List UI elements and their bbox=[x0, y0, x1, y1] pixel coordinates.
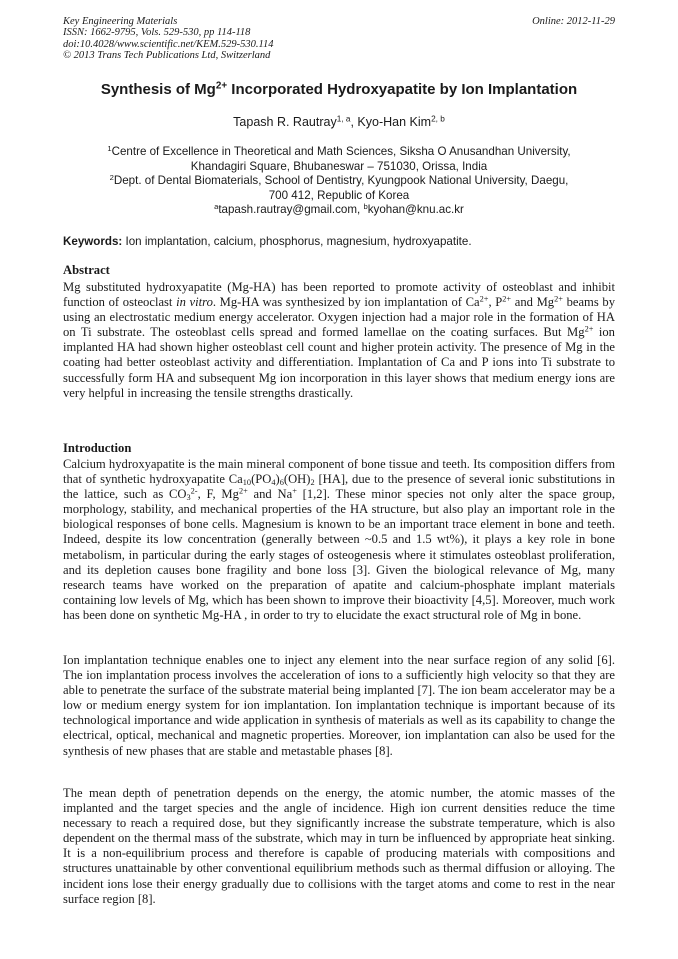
introduction-paragraph-2 bbox=[63, 653, 615, 759]
paper-title bbox=[40, 80, 638, 100]
issn-line: ISSN: 1662-9795, Vols. 529-530, pp 114-118 bbox=[63, 27, 251, 39]
abstract-heading: Abstract bbox=[63, 263, 110, 277]
keywords-label: Keywords: bbox=[63, 235, 123, 248]
journal-name: Key Engineering Materials bbox=[63, 16, 178, 27]
intro-sub-3: 6 bbox=[279, 478, 284, 488]
copyright-line: © 2013 Trans Tech Publications Ltd, Switzerland bbox=[63, 49, 271, 61]
author-separator: , bbox=[350, 115, 358, 129]
introduction-heading: Introduction bbox=[63, 441, 132, 455]
email-a: tapash.rautray@gmail.com, bbox=[218, 203, 364, 217]
abstract-sup-2: 2+ bbox=[502, 294, 512, 304]
intro-sub-4: 2 bbox=[310, 478, 315, 488]
email-b-sup: b bbox=[363, 202, 368, 212]
abstract-run-4: and Mg bbox=[511, 295, 555, 310]
affiliation-2-num: 2 bbox=[109, 172, 114, 182]
introduction-paragraph-3 bbox=[63, 786, 615, 907]
email-line bbox=[40, 203, 638, 218]
affiliation-2-line-1 bbox=[40, 174, 638, 189]
affiliation-1-num: 1 bbox=[107, 143, 112, 153]
affiliation-1-line-1 bbox=[40, 145, 638, 160]
keywords bbox=[63, 235, 615, 249]
affiliation-2-line-2: 700 412, Republic of Korea bbox=[268, 188, 410, 202]
intro-p3: The mean depth of penetration depends on the energy, the atomic number, the atomic masses of the implanted and the target species and the angle of incidence. High ion current densities reduce the time necessary to reach a required dose, but they significantly increase the substrate temperature, which is also dependent on the thermal mass of the substrate, which may in turn be influenced by appropriate heat sinking. It is a non-equilibrium process and therefore is capable of producing materials with compositions and structures unattainable by other conventional equilibrium methods such as thermal diffusion or alloying. The incident ions lose their energy gradually due to collisions with the target atoms and come to rest in the near surface region [8]. bbox=[63, 786, 615, 906]
affiliation-1-line-2: Khandagiri Square, Bhubaneswar – 751030, Orissa, India bbox=[190, 159, 488, 173]
abstract-italic: in vitro bbox=[176, 295, 213, 310]
author-1: Tapash R. Rautray bbox=[233, 115, 337, 129]
abstract-run-2: . Mg-HA was synthesized by ion implantation of Ca bbox=[212, 295, 480, 310]
intro-run-c: ) bbox=[275, 472, 280, 487]
author-2: Kyo-Han Kim bbox=[357, 115, 432, 129]
abstract-sup-1: 2+ bbox=[479, 294, 489, 304]
intro-run-f: , F, Mg bbox=[197, 487, 239, 502]
title-sup: 2+ bbox=[215, 80, 228, 92]
author-list bbox=[40, 114, 638, 130]
keywords-text: Ion implantation, calcium, phosphorus, magnesium, hydroxyapatite. bbox=[122, 235, 472, 248]
intro-p2: Ion implantation technique enables one to inject any element into the near surface region of any solid [6]. The ion implantation process involves the acceleration of ions to a sufficiently high velocity so that they are able to penetrate the surface of the substrate material being implanted [7]. The ion beam accelerator may be a low or medium energy system for ion implantation. Ion implantation technique is important because of its technological importance and wide application in synthesis of materials as well as its capability to change the electrical, optical, mechanical and magnetic properties. Moreover, ion implantation can also be used for the synthesis of new phases that are stable and metastable phases [8]. bbox=[63, 653, 615, 758]
affiliation-2-text-1: Dept. of Dental Biomaterials, School of Dentistry, Kyungpook National University, Daegu, bbox=[113, 174, 569, 188]
intro-run-b: (PO bbox=[251, 472, 272, 487]
abstract-sup-3: 2+ bbox=[554, 294, 563, 304]
intro-sup-7: + bbox=[292, 486, 297, 496]
intro-run-g: and Na bbox=[247, 487, 293, 502]
email-b: kyohan@knu.ac.kr bbox=[367, 203, 464, 217]
abstract-run-6: ion implanted HA had shown higher osteoblast cell count and higher protein activity. The presence of Mg in the coating had better osteoblast activity and differentiation. Implantation of Ca and P ions into Ti substrate to successfully form HA and subsequent Mg ion incorporation in this layer shows that medium energy ions are very helpful in increasing the tensile strengths drastically. bbox=[63, 325, 615, 400]
journal-header bbox=[63, 16, 615, 61]
title-pre: Synthesis of Mg bbox=[100, 81, 216, 98]
email-a-sup: a bbox=[214, 202, 219, 212]
abstract-text bbox=[63, 280, 615, 401]
title-post: Incorporated Hydroxyapatite by Ion Implantation bbox=[227, 81, 578, 98]
doi-line: doi:10.4028/www.scientific.net/KEM.529-530.114 bbox=[63, 38, 274, 50]
affiliations bbox=[40, 145, 638, 218]
abstract-run-5: beams by using an electrostatic medium energy accelerator. Oxygen injection had a major role in the formation of HA on Ti substrate. The osteoblast cells spread and formed lamellae on the coating surfaces. But Mg bbox=[63, 295, 615, 340]
intro-run-d: (OH) bbox=[283, 472, 311, 487]
abstract-run-3: , P bbox=[488, 295, 503, 310]
intro-sup-5: 2- bbox=[190, 486, 198, 496]
author-2-sup: 2, b bbox=[431, 114, 445, 124]
intro-sub-2: 4 bbox=[271, 478, 276, 488]
intro-run-e: [HA], due to the presence of several ionic substitutions in the lattice, such as CO bbox=[63, 472, 616, 502]
affiliation-1-text-1: Centre of Excellence in Theoretical and Math Sciences, Siksha O Anusandhan University, bbox=[111, 145, 571, 158]
intro-sub-1: 10 bbox=[242, 478, 252, 488]
author-1-sup: 1, a bbox=[336, 114, 351, 124]
introduction-paragraph-1 bbox=[63, 457, 615, 623]
abstract-paragraph bbox=[63, 280, 615, 401]
online-date: Online: 2012-11-29 bbox=[532, 16, 615, 27]
abstract-run-1: Mg substituted hydroxyapatite (Mg-HA) has been reported to promote activity of osteoblast and inhibit function of osteoclast bbox=[63, 280, 615, 310]
intro-sub-5: 3 bbox=[186, 493, 191, 503]
intro-p1 bbox=[63, 457, 615, 623]
intro-run-a: Calcium hydroxyapatite is the main mineral component of bone tissue and teeth. Its composition differs from that of synthetic hydroxyapatite Ca bbox=[63, 457, 615, 487]
abstract-sup-4: 2+ bbox=[584, 324, 594, 334]
intro-sup-6: 2+ bbox=[238, 486, 248, 496]
intro-run-h: [1,2]. These minor species not only alter the space group, morphology, stability, and mechanical properties of the HA structure, but also play an important role in the biological responses of bone cells. Magnesium is known to be an important trace element in bone and teeth. Indeed, despite its low concentration (generally between ~0.5 and 1.5 wt%), it plays a key role in bone metabolism, in particular during the early stages of osteogenesis where it stimulates osteoblast proliferation, and its depletion causes bone fragility and bone loss [3]. Given the biological relevance of Mg, many research teams have worked on the preparation of apatite and calcium-phosphate implant materials containing low levels of Mg, which has been shown to improve their bioactivity [4,5]. Moreover, much work has been done on synthetic Mg-HA , in order to try to elucidate the exact structural role of Mg in bone. bbox=[63, 487, 616, 622]
